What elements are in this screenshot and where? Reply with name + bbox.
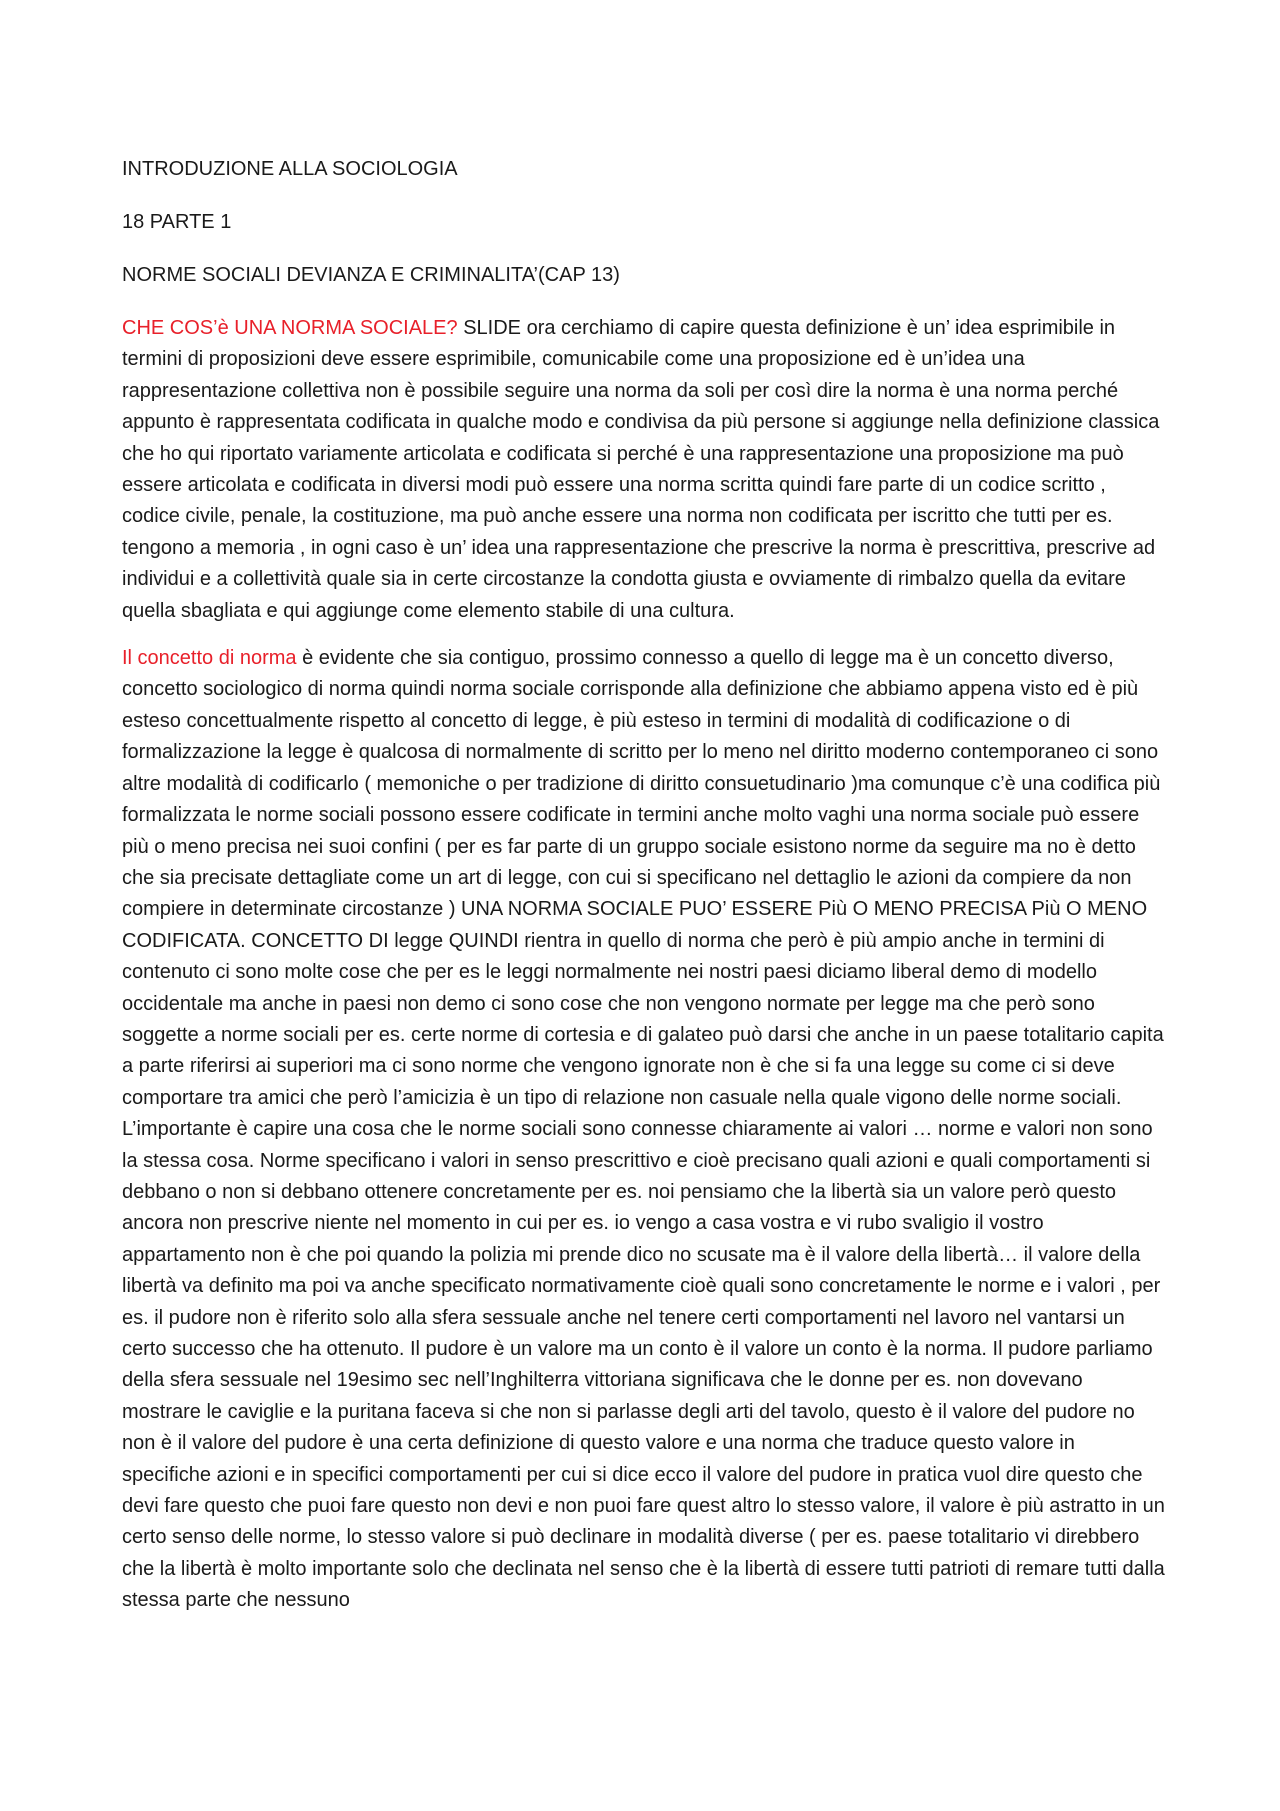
paragraph-lead-question: CHE COS’è UNA NORMA SOCIALE? xyxy=(122,317,458,339)
document-title: INTRODUZIONE ALLA SOCIOLOGIA xyxy=(122,158,458,180)
chapter-heading: NORME SOCIALI DEVIANZA E CRIMINALITA’(CAP 13) xyxy=(122,264,620,286)
paragraph-text: è evidente che sia contiguo, prossimo connesso a quello di legge ma è un concetto diverso, concetto sociologico di norma quindi norma sociale corrisponde alla definizione che abbiamo appena visto ed è più esteso concettualmente rispetto al concetto di legge, è più esteso in termini di modalità di codificazione o di formalizzazione la legge è qualcosa di normalmente di scritto per lo meno nel diritto moderno contemporaneo ci sono altre modalità di codificarlo ( memoniche o per tradizione di diritto consuetudinario )ma comunque c’è una codifica più formalizzata le norme sociali possono essere codificate in termini anche molto vaghi una norma sociale può essere più o meno precisa nei suoi confini ( per es far parte di un gruppo sociale esistono norme da seguire ma no è detto che sia precisate dettagliate come un art di legge, con cui si specificano nel dettaglio le azioni da compiere da non compiere in determinate circostanze ) UNA NORMA SOCIALE PUO’ ESSERE Più O MENO PRECISA Più O MENO CODIFICATA. CONCETTO DI legge QUINDI rientra in quello di norma che però è più ampio anche in termini di contenuto ci sono molte cose che per es le leggi normalmente nei nostri paesi diciamo liberal demo di modello occidentale ma anche in paesi non demo ci sono cose che non vengono normate per legge ma che però sono soggette a norme sociali per es. certe norme di cortesia e di galateo può darsi che anche in un paese totalitario capita a parte riferirsi ai superiori ma ci sono norme che vengono ignorate non è che si fa una legge su come ci si deve comportare tra amici che però l’amicizia è un tipo di relazione non casuale nella quale vigono delle norme sociali. L’importante è capire una cosa che le norme sociali sono connesse chiaramente ai valori … norme e valori non sono la stessa cosa. Norme specificano i valori in senso prescrittivo e cioè precisano quali azioni e quali comportamenti si debbano o non si debbano ottenere concretamente per es. noi pensiamo che la libertà sia un valore però questo ancora non prescrive niente nel momento in cui per es. io vengo a casa vostra e vi rubo svaligio il vostro appartamento non è che poi quando la polizia mi prende dico no scusate ma è il valore della libertà… il valore della libertà va definito ma poi va anche specificato normativamente cioè quali sono concretamente le norme e i valori , per es. il pudore non è riferito solo alla sfera sessuale anche nel tenere certi comportamenti nel lavoro nel vantarsi un certo successo che ha ottenuto. Il pudore è un valore ma un conto è il valore un conto è la norma. Il pudore parliamo della sfera sessuale nel 19esimo sec nell’Inghilterra vittoriana significava che le donne per es. non dovevano mostrare le caviglie e la puritana faceva si che non si parlasse degli arti del tavolo, questo è il valore del pudore no non è il valore del pudore è una certa definizione di questo valore e una norma che traduce questo valore in specifiche azioni e in specifici comportamenti per cui si dice ecco il valore del pudore in pratica vuol dire questo che devi fare questo che puoi fare questo non devi e non puoi fare quest altro lo stesso valore, il valore è più astratto in un certo senso delle norme, lo stesso valore si può declinare in modalità diverse ( per es. paese totalitario vi direbbero che la libertà è molto importante solo che declinata nel senso che è la libertà di essere tutti patrioti di remare tutti dalla stessa parte che nessuno xyxy=(122,647,1165,1612)
paragraph-concetto-norma xyxy=(122,643,1167,1617)
document-part: 18 PARTE 1 xyxy=(122,211,232,233)
paragraph-text: SLIDE ora cerchiamo di capire questa definizione è un’ idea esprimibile in termini di proposizioni deve essere esprimibile, comunicabile come una proposizione ed è un’idea una rappresentazione collettiva non è possibile seguire una norma da soli per così dire la norma è una norma perché appunto è rappresentata codificata in qualche modo e condivisa da più persone si aggiunge nella definizione classica che ho qui riportato variamente articolata e codificata si perché è una rappresentazione una proposizione ma può essere articolata e codificata in diversi modi può essere una norma scritta quindi fare parte di un codice scritto , codice civile, penale, la costituzione, ma può anche essere una norma non codificata per iscritto che tutti per es. tengono a memoria , in ogni caso è un’ idea una rappresentazione che prescrive la norma è prescrittiva, prescrive ad individui e a collettività quale sia in certe circostanze la condotta giusta e ovviamente di rimbalzo quella da evitare quella sbagliata e qui aggiunge come elemento stabile di una cultura. xyxy=(122,317,1160,622)
document-body xyxy=(122,154,1167,1633)
paragraph-norma-sociale xyxy=(122,313,1167,627)
paragraph-lead-concept: Il concetto di norma xyxy=(122,647,297,670)
